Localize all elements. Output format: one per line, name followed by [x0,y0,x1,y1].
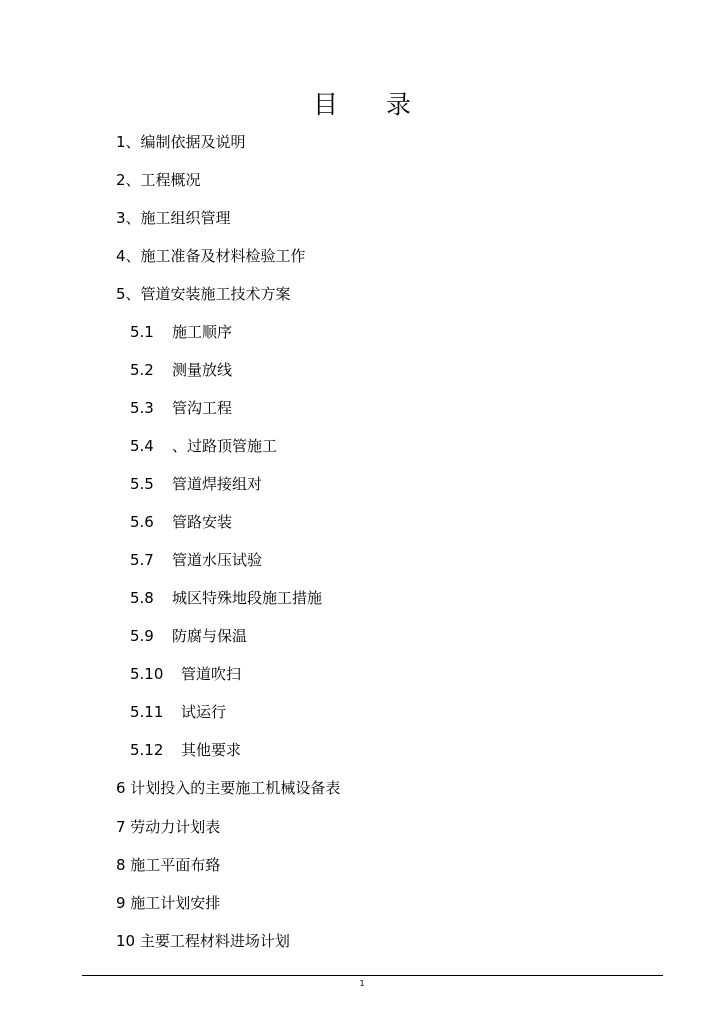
toc-item-label: 3、施工组织管理 [116,209,231,227]
toc-item-6[interactable] [116,778,340,798]
toc-item-number: 5.3 [130,399,154,417]
toc-item-number: 5.6 [130,513,154,531]
toc-item-label: 试运行 [181,703,227,721]
toc-item-number: 5.7 [130,551,154,569]
toc-item-label: 防腐与保温 [172,627,248,645]
toc-item-label: 6 计划投入的主要施工机械设备表 [116,779,341,797]
toc-item-label: 10 主要工程材料进场计划 [116,932,290,950]
toc-subitem-5-1[interactable] [130,322,232,342]
toc-item-number: 5.8 [130,589,154,607]
toc-item-label: 管沟工程 [172,399,233,417]
toc-item-label: 管路安装 [172,513,233,531]
toc-item-number: 5.11 [130,703,164,721]
toc-subitem-5-3[interactable] [130,398,232,418]
toc-item-label: 管道水压试验 [172,551,263,569]
toc-item-label: 管道吹扫 [181,665,242,683]
toc-subitem-5-10[interactable] [130,664,241,684]
toc-subitem-5-2[interactable] [130,360,232,380]
toc-subitem-5-7[interactable] [130,550,262,570]
toc-item-label: 8 施工平面布臵 [116,856,221,874]
toc-item-number: 5.9 [130,627,154,645]
title-char-2: 录 [386,90,412,119]
toc-item-label: 7 劳动力计划表 [116,818,221,836]
toc-item-label: 4、施工准备及材料检验工作 [116,247,306,265]
toc-item-4[interactable] [116,246,306,266]
toc-item-label: 施工顺序 [172,323,233,341]
toc-subitem-5-6[interactable] [130,512,232,532]
toc-subitem-5-8[interactable] [130,588,322,608]
toc-item-label: 1、编制依据及说明 [116,133,246,151]
toc-item-10[interactable] [116,931,290,951]
toc-item-label: 、过路顶管施工 [172,437,278,455]
toc-item-7[interactable] [116,817,220,837]
toc-item-number: 5.10 [130,665,164,683]
toc-subitem-5-9[interactable] [130,626,247,646]
toc-item-label: 9 施工计划安排 [116,894,221,912]
toc-item-8[interactable] [116,855,220,875]
toc-subitem-5-11[interactable] [130,702,226,722]
title-char-1: 目 [312,90,338,119]
toc-item-5[interactable] [116,284,291,304]
toc-item-number: 5.12 [130,741,164,759]
toc-item-9[interactable] [116,893,220,913]
toc-item-label: 管道焊接组对 [172,475,263,493]
page-number: 1 [359,979,365,988]
toc-item-label: 城区特殊地段施工措施 [172,589,323,607]
toc-item-number: 5.5 [130,475,154,493]
toc-item-1[interactable] [116,132,246,152]
toc-item-number: 5.1 [130,323,154,341]
toc-item-3[interactable] [116,208,231,228]
toc-item-label: 测量放线 [172,361,233,379]
toc-item-label: 2、工程概况 [116,171,201,189]
toc-item-2[interactable] [116,170,201,190]
toc-item-label: 5、管道安装施工技术方案 [116,285,291,303]
footer-divider [82,975,663,976]
toc-item-number: 5.4 [130,437,154,455]
toc-item-number: 5.2 [130,361,154,379]
toc-item-label: 其他要求 [181,741,242,759]
toc-subitem-5-5[interactable] [130,474,262,494]
toc-subitem-5-4[interactable] [130,436,277,456]
toc-subitem-5-12[interactable] [130,740,241,760]
page-title [0,88,724,122]
